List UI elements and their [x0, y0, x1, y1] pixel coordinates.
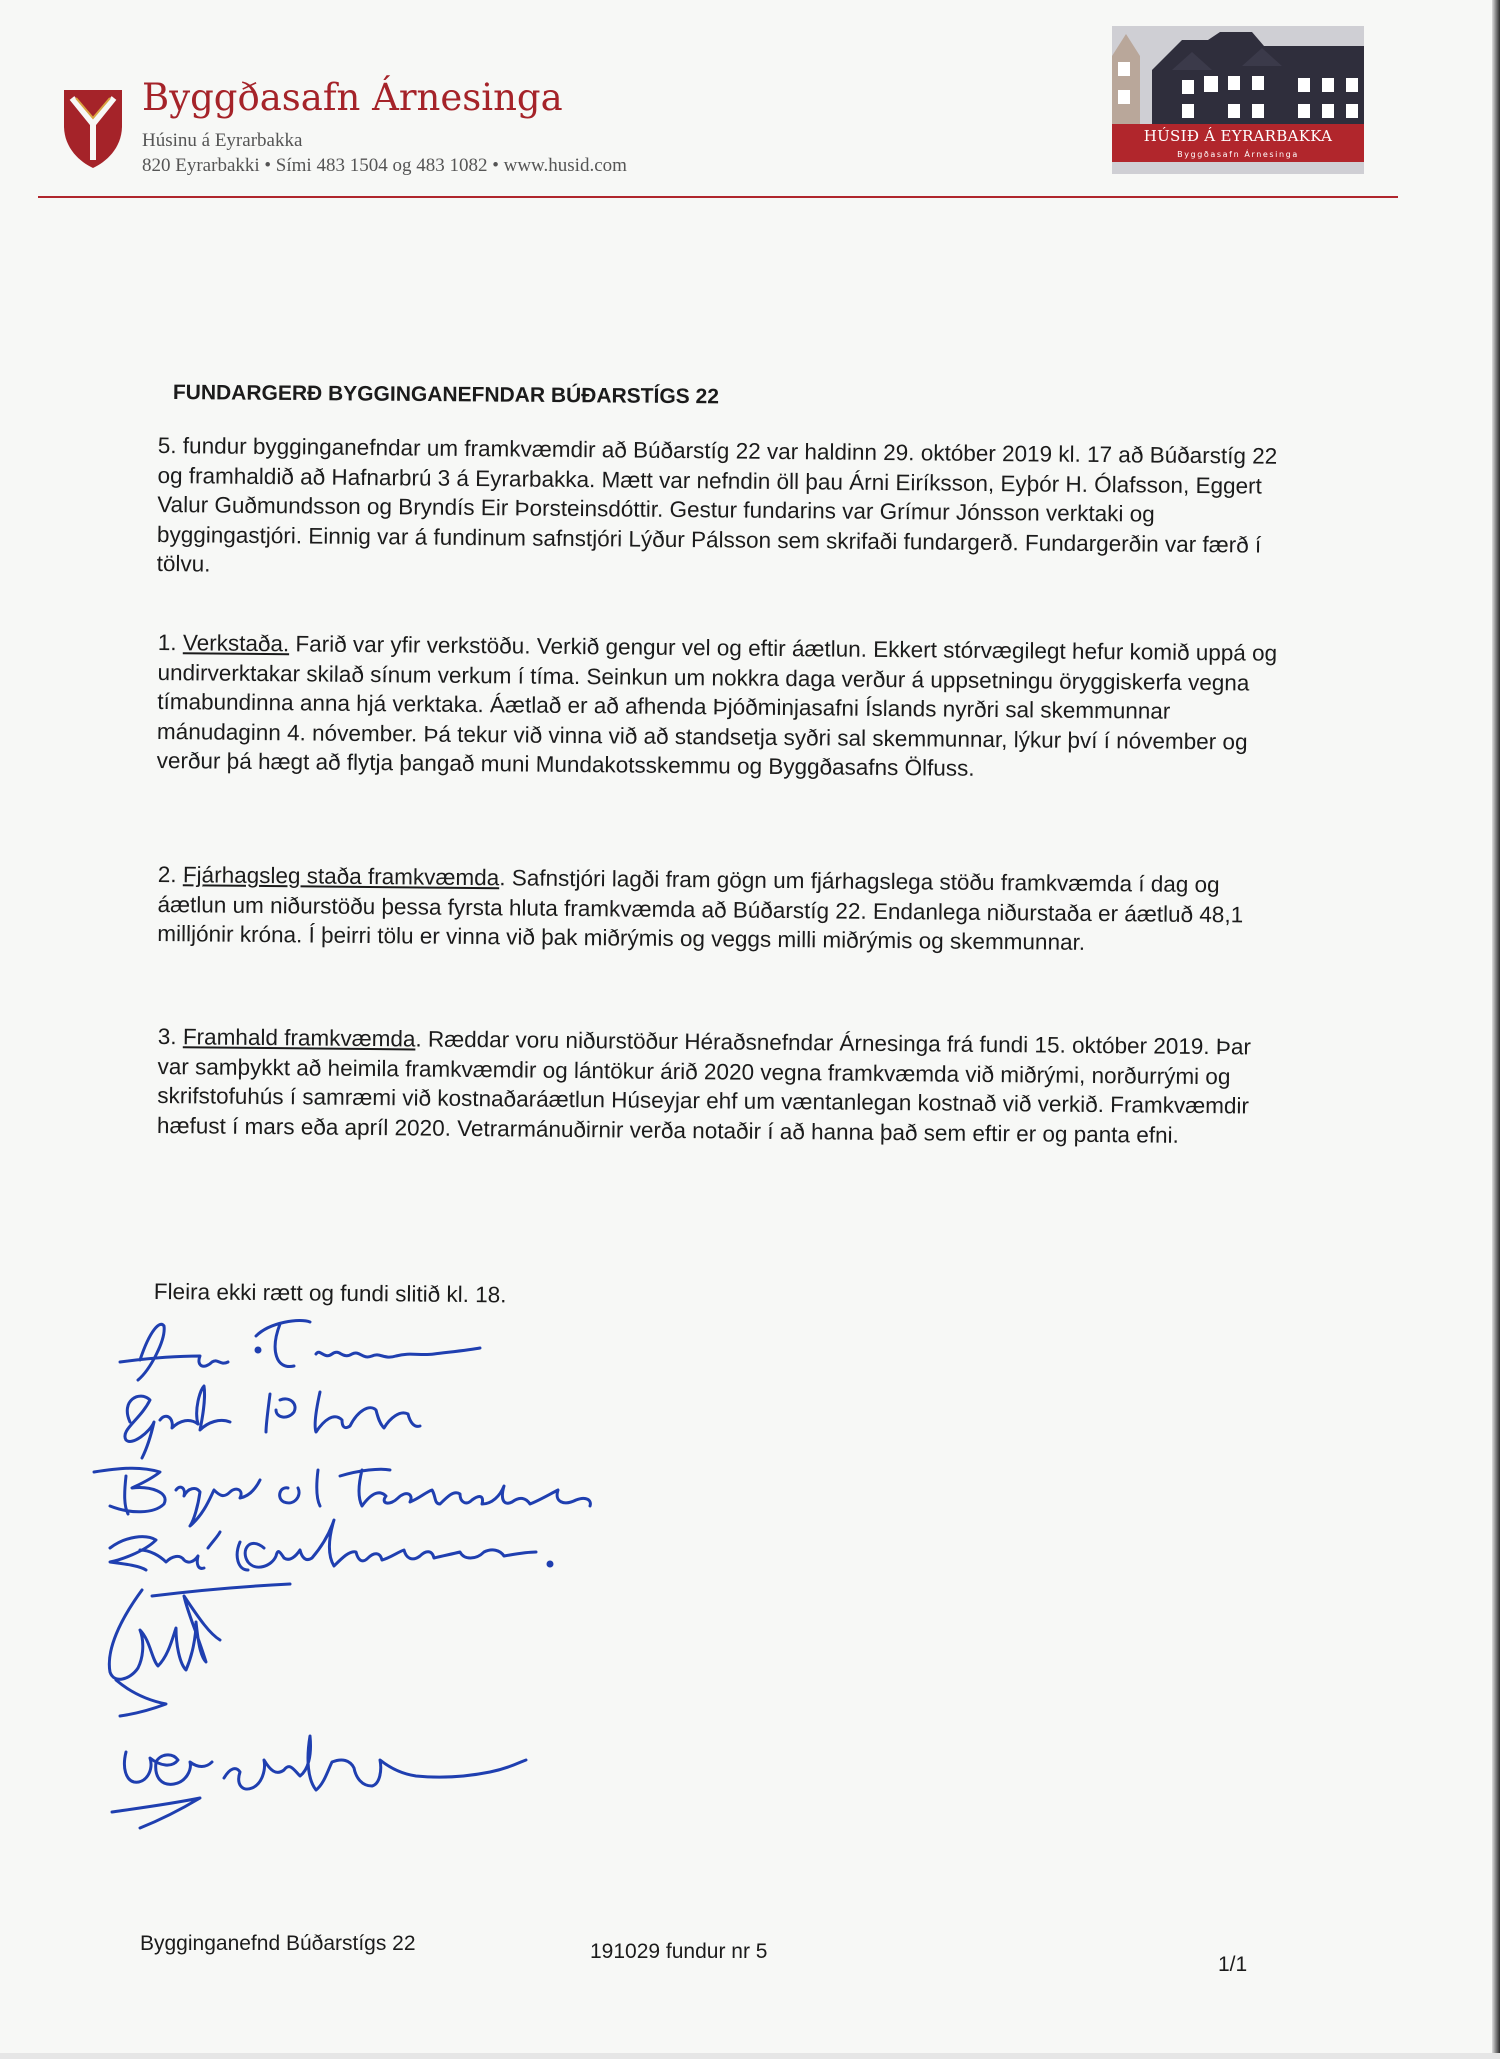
- scan-bottom-edge: [0, 2053, 1500, 2059]
- house-badge-title: HÚSIÐ Á EYRARBAKKA: [1143, 127, 1333, 145]
- agenda-item-1-heading: Verkstaða.: [182, 630, 290, 657]
- agenda-item-3-number: 3.: [157, 1023, 177, 1050]
- signature-arni-eiriksson: [120, 1321, 480, 1380]
- agenda-item-2-number: 2.: [157, 861, 177, 888]
- agenda-item-3-heading: Framhald framkvæmda: [182, 1024, 416, 1052]
- agenda-item-3: [157, 1022, 1286, 1151]
- org-address: Húsinu á Eyrarbakka: [142, 130, 303, 151]
- agenda-item-2-heading: Fjárhagsleg staða framkvæmda: [182, 862, 500, 891]
- org-contact: 820 Eyrarbakki • Sími 483 1504 og 483 1082 • www.husid.com: [142, 155, 627, 176]
- house-badge-subtitle: Byggðasafn Árnesinga: [1177, 150, 1299, 159]
- signature-eggert-valur-gudmundsson: [110, 1520, 552, 1570]
- footer-committee: Bygginganefnd Búðarstígs 22: [140, 1932, 416, 1955]
- agenda-item-1: [157, 628, 1286, 786]
- signature-eythor-olafsson: [125, 1386, 420, 1458]
- org-name: Byggðasafn Árnesinga: [142, 76, 563, 119]
- closing-line: Fleira ekki rætt og fundi slitið kl. 18.: [153, 1279, 507, 1308]
- scan-edge: [1492, 0, 1500, 2059]
- y-shield-logo-icon: [62, 86, 124, 170]
- signature-grimur-jonsson: [109, 1584, 290, 1716]
- agenda-item-2: [157, 860, 1286, 959]
- header-divider: [38, 196, 1398, 198]
- agenda-item-3-text: . Ræddar voru niðurstöður Héraðsnefndar Árnesinga frá fundi 15. október 2019. Þar var samþykkt að heimila framkvæmdir og lántökur árið 2020 vegna framkvæmda við miðrými, norðurrými og skrifstofuhús í samræmi við kostnaðaráætlun Húseyjar ehf um væntanlegan kostnað við verkið. Framkvæmdir hæfust í mars eða apríl 2020. Vetrarmánuðirnir verða notaðir í að hanna það sem eftir er og panta efni.: [156, 1026, 1252, 1148]
- agenda-item-2-text: . Safnstjóri lagði fram gögn um fjárhagslega stöðu framkvæmda í dag og áætlun um niðurstöðu þessa fyrsta hluta framkvæmda að Búðarstíg 22. Endanlega niðurstaða er áætluð 48,1 milljónir króna. Í þeirri tölu er vinna við þak miðrýmis og veggs milli miðrýmis og skemmunnar.: [157, 865, 1244, 955]
- agenda-item-1-text: Farið var yfir verkstöðu. Verkið gengur vel og eftir áætlun. Ekkert stórvægilegt hefur komið uppá og undirverktakar skilað sínum verkum í tíma. Seinkun um nokkra daga verður á uppsetningu öryggiskerfa vegna tímabundinna anna hjá verktaka. Áætlað er að afhenda Þjóðminjasafni Íslands nyrðri sal skemmunnar mánudaginn 4. nóvember. Þá tekur við vinna við að standsetja syðri sal skemmunnar, lýkur því í nóvember og verður þá hægt að flytja þangað muni Mundakotsskemmu og Byggðasafns Ölfuss.: [156, 631, 1278, 781]
- agenda-item-1-number: 1.: [157, 629, 177, 656]
- signature-lydur-palsson: [112, 1736, 526, 1828]
- footer-page-number: 1/1: [1218, 1953, 1248, 1976]
- document-title: FUNDARGERÐ BYGGINGANEFNDAR BÚÐARSTÍGS 22: [172, 381, 720, 409]
- footer-meeting-ref: 191029 fundur nr 5: [590, 1940, 768, 1963]
- signatures-block: [80, 1300, 800, 1840]
- intro-paragraph: 5. fundur bygginganefndar um framkvæmdir að Búðarstíg 22 var haldinn 29. október 2019 kl. 17 að Búðarstíg 22 og framhaldið að Hafnarbrú 3 á Eyrarbakka. Mætt var nefndin öll þau Árni Eiríksson, Eyþór H. Ólafsson, Eggert Valur Guðmundsson og Bryndís Eir Þorsteinsdóttir. Gestur fundarins var Grímur Jónsson verktaki og byggingastjóri. Einnig var á fundinum safnstjóri Lýður Pálsson sem skrifaði fundargerð. Fundargerðin var færð í tölvu.: [156, 432, 1278, 577]
- house-badge-logo: [1112, 26, 1364, 174]
- signature-bryndis-eir-thorsteinsdottir: [94, 1468, 590, 1526]
